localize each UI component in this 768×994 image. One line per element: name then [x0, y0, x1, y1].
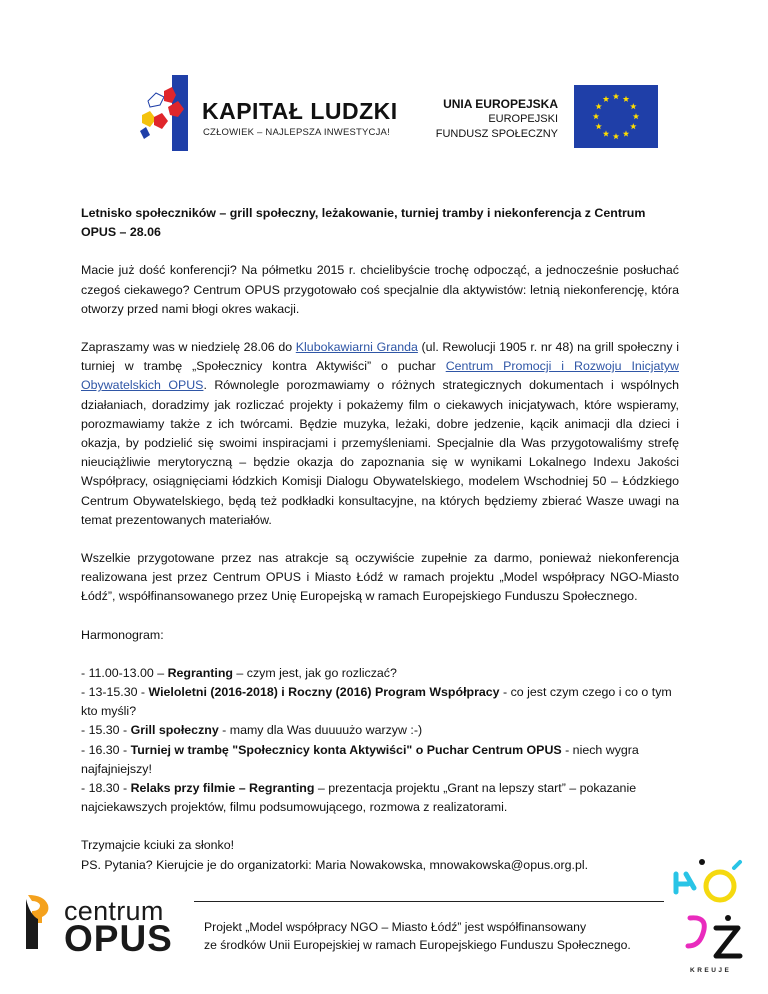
schedule-item — [81, 664, 679, 683]
schedule-event: Regranting — [167, 665, 233, 680]
footer-line-1: Projekt „Model współpracy NGO – Miasto Łódź” jest współfinansowany — [204, 920, 587, 934]
schedule-event: Grill społeczny — [130, 723, 219, 738]
schedule-heading: Harmonogram: — [81, 627, 164, 642]
footer-text — [204, 918, 631, 954]
document-body — [81, 204, 679, 875]
footer-line-2: ze środków Unii Europejskiej w ramach Europejskiego Funduszu Społecznego. — [204, 938, 631, 952]
invitation-text-3: . Równolegle porozmawiamy o różnych strategicznych dokumentach i wspólnych działaniach, doradzimy jak rozliczać projekty i pokażemy film o ciekawych inicjatywach, które wspieramy, porozmawiamy także z ich twórcami. Będzie muzyka, leżaki, dobre jedzenie, kącik animacji dla dzieci i okazja, by podzielić się swoimi inspiracjami i przemyśleniami. Specjalnie dla Was przygotowaliśmy strefę nieuciążliwie merytoryczną – będzie okazja do zapoznania się w wynikami Lokalnego Indexu Jakości Współpracy, osiągnięciami łódzkich Komisji Dialogu Obywatelskiego, modelem Wschodniej 50 – Łódzkiego Centrum Obywatelskiego, będą też podkładki konsultacyjne, na których będziemy zbierać Wasze uwagi na temat prezentowanych materiałów. — [81, 378, 679, 527]
schedule-desc: - co jest czym czego i co o tym kto myśli? — [81, 685, 672, 719]
closing-line-1: Trzymajcie kciuki za słonko! — [81, 838, 235, 853]
opus-logo-icon — [22, 893, 54, 951]
invitation-text-2: (ul. Rewolucji 1905 r. nr 48) na grill społeczny i turniej w trambę „Społecznicy kontra Aktywiści” o puchar — [81, 340, 679, 374]
schedule-desc: - mamy dla Was duuuużo warzyw :-) — [218, 723, 423, 738]
schedule-time: - 13-15.30 - — [81, 685, 149, 700]
schedule-time: - 16.30 - — [81, 742, 131, 757]
schedule-item — [81, 741, 679, 779]
schedule-desc: - niech wygra najfajniejszy! — [81, 742, 639, 776]
kapital-ludzki-subtitle: CZŁOWIEK – NAJLEPSZA INWESTYCJA! — [203, 127, 390, 138]
schedule-item — [81, 779, 679, 817]
kapital-ludzki-logo — [138, 73, 190, 153]
invitation-text-1: Zapraszamy was w niedzielę 28.06 do — [81, 340, 296, 355]
schedule-event: Turniej w trambę "Społecznicy konta Aktywiści" o Puchar Centrum OPUS — [130, 742, 562, 757]
ue-title: UNIA EUROPEJSKA — [443, 97, 558, 111]
paragraph-intro: Macie już dość konferencji? Na półmetku 2015 r. chcielibyście trochę odpocząć, a jednocześnie posłuchać czegoś ciekawego? Centrum OPUS przygotowało coś specjalnie dla aktywistów: letnią niekonferencję, która otworzy przed nami błogi okres wakacji. — [81, 263, 679, 316]
paragraph-free: Wszelkie przygotowane przez nas atrakcje są oczywiście zupełnie za darmo, ponieważ niekonferencja realizowana jest przez Centrum OPUS i Miasto Łódź w ramach projektu „Model współpracy NGO-Miasto Łódź”, współfinansowanego przez Unię Europejską w ramach Europejskiego Funduszu Społecznego. — [81, 551, 679, 604]
schedule-item — [81, 721, 679, 740]
link-centrum-opus[interactable]: Centrum Promocji i Rozwoju Inicjatyw Obywatelskich OPUS — [81, 359, 679, 393]
schedule-desc: – prezentacja projektu „Grant na lepszy start” – pokazanie najciekawszych projektów, filmu podsumowującego, rozmowa z realizatorami. — [81, 781, 637, 815]
ue-line-3: FUNDUSZ SPOŁECZNY — [435, 128, 558, 140]
schedule-time: - 18.30 - — [81, 781, 131, 796]
eu-flag-icon — [574, 85, 658, 148]
footer-divider — [194, 901, 664, 902]
schedule-time: - 15.30 - — [81, 723, 131, 738]
schedule-item — [81, 683, 679, 721]
closing-line-2: PS. Pytania? Kierujcie je do organizatorki: Maria Nowakowska, mnowakowska@opus.org.pl. — [81, 857, 589, 872]
opus-word-centrum: centrum — [64, 896, 164, 926]
kapital-ludzki-title: KAPITAŁ LUDZKI — [202, 98, 398, 124]
schedule-list — [81, 664, 679, 818]
kreuje-label: KREUJE — [690, 967, 732, 974]
document-title: Letnisko społeczników – grill społeczny, leżakowanie, turniej tramby i niekonferencja z Centrum OPUS – 28.06 — [81, 206, 646, 240]
schedule-event: Relaks przy filmie – Regranting — [130, 781, 315, 796]
schedule-time: - 11.00-13.00 – — [81, 665, 168, 680]
schedule-desc: – czym jest, jak go rozliczać? — [232, 665, 397, 680]
link-klubokawiarnia-granda[interactable]: Klubokawiarni Granda — [295, 340, 418, 355]
ue-line-2: EUROPEJSKI — [488, 113, 558, 125]
paragraph-invitation — [81, 338, 679, 530]
lodz-kreuje-logo — [672, 858, 754, 978]
schedule-event: Wieloletni (2016-2018) i Roczny (2016) Program Współpracy — [148, 685, 500, 700]
opus-word-opus: OPUS — [64, 918, 173, 959]
ue-text-block — [430, 97, 558, 142]
